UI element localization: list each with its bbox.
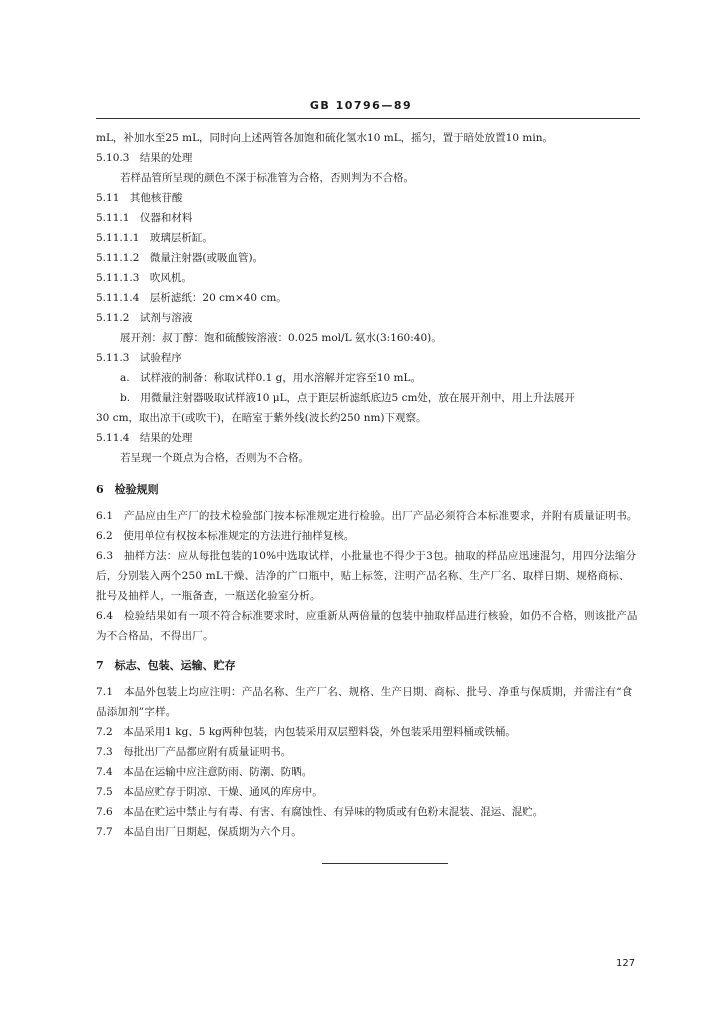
paragraph: 7.7 本品自出厂日期起，保质期为六个月。: [96, 826, 302, 838]
paragraph: 6.2 使用单位有权按本标准规定的方法进行抽样复核。: [96, 530, 355, 542]
list-item: 5.11.1.4 层析滤纸：20 cm×40 cm。: [96, 292, 287, 304]
text-line: 若样品管所呈现的颜色不深于标准管为合格，否则判为不合格。: [120, 172, 414, 184]
clause-heading: 5.11 其他核苷酸: [96, 192, 183, 204]
paragraph: 6.1 产品应由生产厂的技术检验部门按本标准规定进行检验。出厂产品必须符合本标准要求，并附有质量证明书。: [96, 510, 638, 522]
end-divider: [322, 863, 448, 864]
clause-heading: 5.11.4 结果的处理: [96, 432, 193, 444]
paragraph: 7.4 本品在运输中应注意防雨、防潮、防晒。: [96, 766, 313, 778]
paragraph: 7.2 本品采用1 kg、5 kg两种包装，内包装采用双层塑料袋，外包装采用塑料桶或铁桶。: [96, 726, 516, 738]
list-item: 5.11.1.3 吹风机。: [96, 272, 192, 284]
document-body: [96, 128, 640, 842]
paragraph: 7.5 本品应贮存于阴凉、干燥、通风的库房中。: [96, 786, 323, 798]
clause-heading: 5.11.1 仪器和材料: [96, 212, 193, 224]
list-item: 5.11.1.1 玻璃层析缸。: [96, 232, 213, 244]
section-heading: 6 检验规则: [96, 483, 159, 496]
paragraph: 7.6 本品在贮运中禁止与有毒、有害、有腐蚀性、有异味的物质或有色粉末混装、混运、混贮。: [96, 806, 544, 818]
list-item: b. 用微量注射器吸取试样液10 μL，点于距层析滤纸底边5 cm处，放在展开剂中，用上升法展开: [120, 392, 575, 404]
clause-heading: 5.11.2 试剂与溶液: [96, 312, 193, 324]
text-line: mL，补加水至25 mL，同时向上述两管各加饱和硫化氢水10 mL，摇匀，置于暗处放置10 min。: [96, 132, 553, 144]
paragraph: 7.1 本品外包装上均应注明：产品名称、生产厂名、规格、生产日期、商标、批号、净重与保质期，并需注有“食品添加剂”字样。: [96, 686, 633, 718]
clause-heading: 5.10.3 结果的处理: [96, 152, 193, 164]
list-item: a. 试样液的制备：称取试样0.1 g，用水溶解并定容至10 mL。: [120, 372, 421, 384]
text-line: 展开剂：叔丁醇：饱和硫酸铵溶液：0.025 mol/L 氨水(3:160:40)。: [120, 332, 442, 344]
text-line: 若呈现一个斑点为合格，否则为不合格。: [120, 452, 309, 464]
paragraph: 6.3 抽样方法：应从每批包装的10%中选取试样，小批量也不得少于3包。抽取的样品应迅速混匀，用四分法缩分后，分别装入两个250 mL干燥、洁净的广口瓶中，贴上标签，注明产品名称、生产厂名、取样日期、规格商标、批号及抽样人，一瓶备查，一瓶送化验室分析。: [96, 550, 637, 602]
standard-header: GB 10796—89: [309, 99, 413, 112]
header-divider: [96, 118, 640, 119]
paragraph: 7.3 每批出厂产品都应附有质量证明书。: [96, 746, 292, 758]
text-line: 30 cm，取出凉干(或吹干)，在暗室于紫外线(波长约250 nm)下观察。: [96, 412, 427, 424]
list-item: 5.11.1.2 微量注射器(或吸血管)。: [96, 252, 264, 264]
page-number: 127: [616, 958, 636, 969]
section-heading: 7 标志、包装、运输、贮存: [96, 659, 236, 672]
clause-heading: 5.11.3 试验程序: [96, 352, 182, 364]
paragraph: 6.4 检验结果如有一项不符合标准要求时，应重新从两倍量的包装中抽取样品进行核验，如仍不合格，则该批产品为不合格品，不得出厂。: [96, 610, 638, 642]
